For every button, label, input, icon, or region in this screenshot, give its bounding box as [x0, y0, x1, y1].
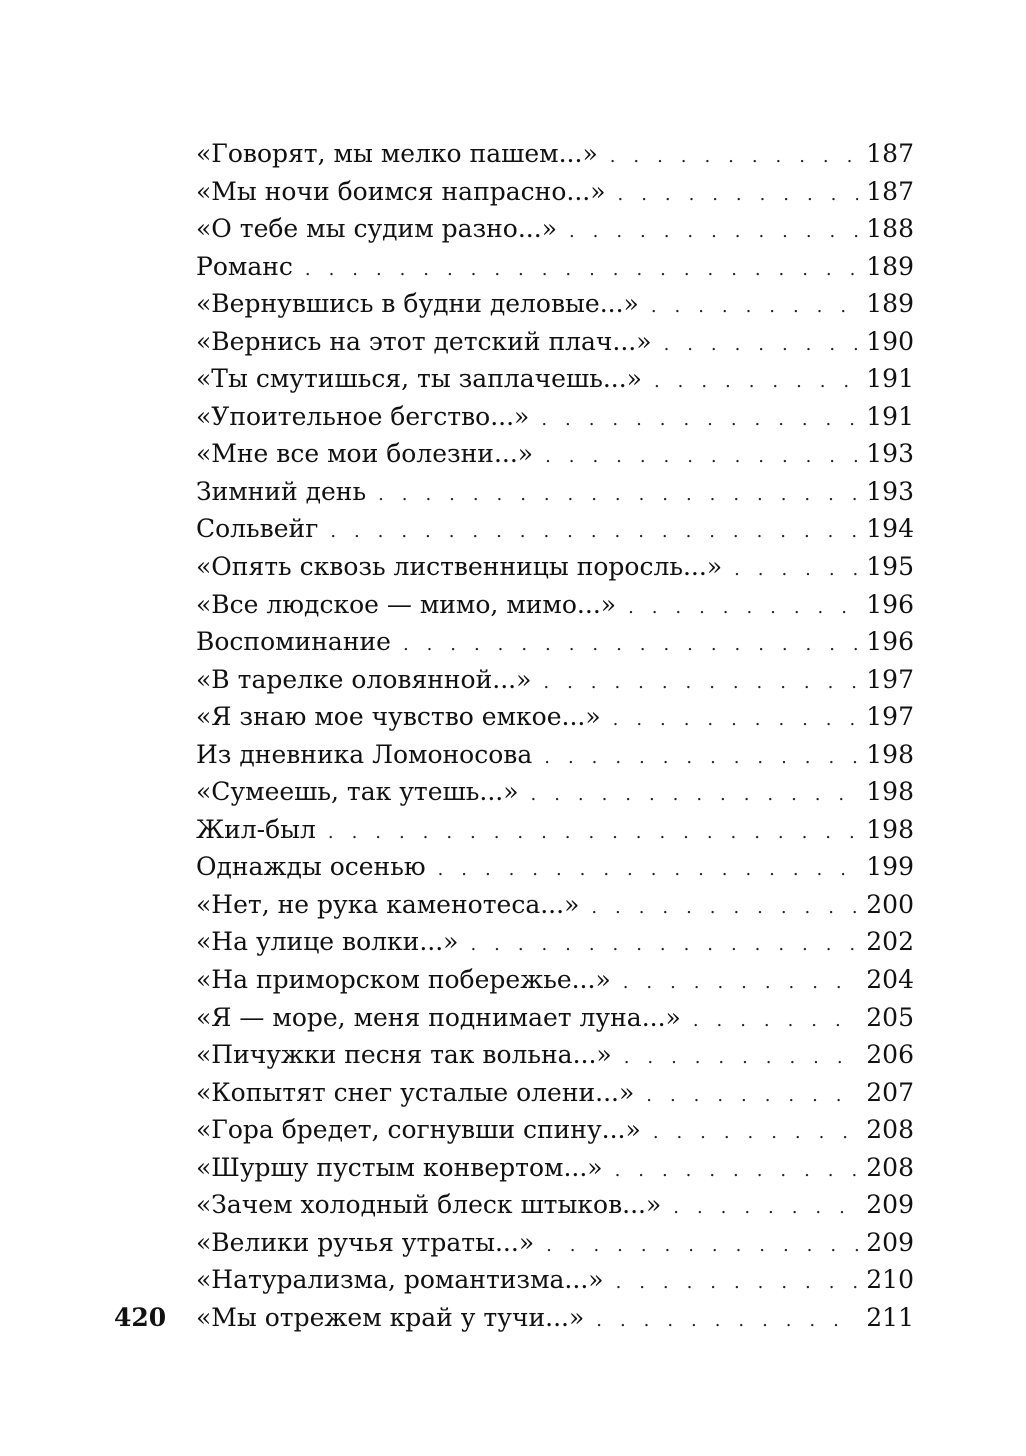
dot-leader: [624, 1039, 859, 1077]
toc-entry: [196, 961, 914, 999]
dot-leader: [646, 1077, 858, 1115]
dot-leader: [596, 1302, 858, 1340]
toc-entry: [196, 323, 914, 361]
toc-entry: [196, 661, 914, 699]
dot-leader: [545, 438, 858, 476]
toc-entry-title: Однажды осенью: [196, 852, 426, 882]
toc-entry-title: «Пичужки песня так вольна...»: [196, 1040, 612, 1070]
dot-leader: [664, 326, 859, 364]
toc-entry-page: 187: [866, 139, 914, 168]
dot-leader: [673, 1189, 858, 1227]
dot-leader: [591, 889, 858, 927]
dot-leader: [610, 138, 859, 176]
page-number: 420: [114, 1303, 167, 1332]
toc-entry-title: «Сумеешь, так утешь...»: [196, 777, 519, 807]
toc-entry-page: 196: [866, 627, 914, 657]
toc-entry-page: 205: [866, 1002, 914, 1032]
toc-entry-page: 202: [866, 927, 914, 957]
toc-entry-page: 209: [866, 1190, 914, 1220]
dot-leader: [470, 926, 858, 964]
dot-leader: [693, 1002, 858, 1040]
toc-entry: [196, 135, 914, 173]
dot-leader: [653, 1114, 858, 1152]
toc-entry-title: «Все людское — мимо, мимо...»: [196, 589, 617, 619]
toc-entry-page: 211: [866, 1302, 914, 1332]
toc-entry-page: 188: [866, 214, 914, 244]
toc-entry-title: «Говорят, мы мелко пашем...»: [196, 139, 598, 168]
toc-entry: [196, 1186, 914, 1224]
toc-entry-title: Сольвейг: [196, 514, 319, 544]
toc-entry-page: 191: [866, 401, 914, 431]
toc-entry-title: «На приморском побережье...»: [196, 965, 611, 995]
toc-entry-title: Зимний день: [196, 476, 367, 506]
toc-entry: [196, 698, 914, 736]
dot-leader: [531, 776, 859, 814]
toc-entry: [196, 811, 914, 849]
toc-entry-page: 198: [866, 739, 914, 769]
toc-entry-page: 207: [866, 1077, 914, 1107]
toc-entry-title: «Мы ночи боимся напрасно...»: [196, 176, 606, 206]
toc-entry-title: «Нет, не рука каменотеса...»: [196, 889, 580, 919]
toc-entry-page: 208: [866, 1152, 914, 1182]
toc-entry: [196, 1074, 914, 1112]
dot-leader: [378, 476, 858, 514]
toc-entry: [196, 1261, 914, 1299]
dot-leader: [546, 1227, 858, 1265]
dot-leader: [615, 1152, 859, 1190]
toc-entry: [196, 473, 914, 511]
toc-entry-title: «Я — море, меня поднимает луна...»: [196, 1002, 681, 1032]
toc-entry-title: «Я знаю мое чувство емкое...»: [196, 702, 601, 732]
toc-entry-page: 199: [866, 852, 914, 882]
dot-leader: [651, 288, 858, 326]
toc-entry: [196, 923, 914, 961]
toc-entry: [196, 398, 914, 436]
toc-entry-page: 187: [866, 176, 914, 206]
toc-entry-page: 197: [866, 664, 914, 694]
dot-leader: [616, 1264, 859, 1302]
toc-entry: [196, 999, 914, 1037]
toc-entry-title: Романс: [196, 251, 293, 281]
toc-entry-title: «Мне все мои болезни...»: [196, 439, 534, 469]
toc-entry: [196, 773, 914, 811]
toc-entry-page: 198: [866, 777, 914, 807]
toc-entry-page: 209: [866, 1227, 914, 1257]
dot-leader: [541, 401, 858, 439]
toc-entry: [196, 886, 914, 924]
toc-entry: [196, 736, 914, 774]
toc-entry-page: 193: [866, 439, 914, 469]
toc-entry-page: 197: [866, 702, 914, 732]
toc-entry-page: 206: [866, 1040, 914, 1070]
dot-leader: [543, 664, 858, 702]
toc-entry: [196, 1036, 914, 1074]
toc-entry-title: «Вернись на этот детский плач...»: [196, 326, 652, 356]
toc-entry-title: Из дневника Ломоносова: [196, 739, 533, 769]
dot-leader: [544, 739, 858, 777]
toc-entry: [196, 435, 914, 473]
toc-entry-page: 189: [866, 251, 914, 281]
toc-entry-page: 200: [866, 889, 914, 919]
toc-entry: [196, 210, 914, 248]
toc-entry-title: «Опять сквозь лиственницы поросль...»: [196, 552, 723, 582]
toc-entry-page: 194: [866, 514, 914, 544]
toc-entry: [196, 1224, 914, 1262]
toc-entry: [196, 586, 914, 624]
toc-entry-title: «Шуршу пустым конвертом...»: [196, 1152, 603, 1182]
toc-entry-page: 193: [866, 476, 914, 506]
dot-leader: [403, 626, 858, 664]
dot-leader: [305, 251, 858, 289]
toc-entry: [196, 173, 914, 211]
toc-entry-title: «Копытят снег усталые олени...»: [196, 1077, 635, 1107]
dot-leader: [618, 176, 859, 214]
toc-entry-title: «Натурализма, романтизма...»: [196, 1265, 604, 1295]
dot-leader: [328, 814, 858, 852]
toc-entry-page: 196: [866, 589, 914, 619]
dot-leader: [569, 213, 858, 251]
toc-entry: [196, 1149, 914, 1187]
toc-entry: [196, 285, 914, 323]
toc-entry: [196, 360, 914, 398]
toc-entry-page: 208: [866, 1115, 914, 1145]
toc-entry-page: 210: [866, 1265, 914, 1295]
toc-entry-title: «Зачем холодный блеск штыков...»: [196, 1190, 662, 1220]
toc-entry: [196, 1299, 914, 1337]
dot-leader: [613, 701, 859, 739]
toc-entry-title: «В тарелке оловянной...»: [196, 664, 532, 694]
toc-entry-title: «Велики ручья утраты...»: [196, 1227, 535, 1257]
toc-entry-page: 198: [866, 814, 914, 844]
toc-entry: [196, 848, 914, 886]
toc-entry-title: «О тебе мы судим разно...»: [196, 214, 557, 244]
dot-leader: [628, 589, 858, 627]
dot-leader: [654, 363, 858, 401]
toc-entry-page: 191: [866, 364, 914, 394]
dot-leader: [734, 551, 858, 589]
toc-entry-title: Воспоминание: [196, 627, 391, 657]
toc-entry-title: «Ты смутишься, ты заплачешь...»: [196, 364, 642, 394]
dot-leader: [623, 964, 859, 1002]
toc-entry: [196, 510, 914, 548]
toc-entry-title: Жил-был: [196, 814, 316, 844]
toc-entry-title: «Вернувшись в будни деловые...»: [196, 289, 639, 319]
table-of-contents: [196, 135, 914, 1337]
toc-entry-page: 204: [866, 965, 914, 995]
toc-entry: [196, 623, 914, 661]
toc-entry: [196, 548, 914, 586]
toc-entry-title: «Гора бредет, согнувши спину...»: [196, 1115, 641, 1145]
toc-entry: [196, 1111, 914, 1149]
toc-entry-title: «Упоительное бегство...»: [196, 401, 530, 431]
dot-leader: [330, 513, 858, 551]
toc-entry-page: 189: [866, 289, 914, 319]
toc-entry-page: 190: [866, 326, 914, 356]
toc-entry-title: «Мы отрежем край у тучи...»: [196, 1302, 585, 1332]
toc-entry-page: 195: [866, 552, 914, 582]
toc-entry: [196, 248, 914, 286]
toc-entry-title: «На улице волки...»: [196, 927, 459, 957]
dot-leader: [438, 851, 859, 889]
